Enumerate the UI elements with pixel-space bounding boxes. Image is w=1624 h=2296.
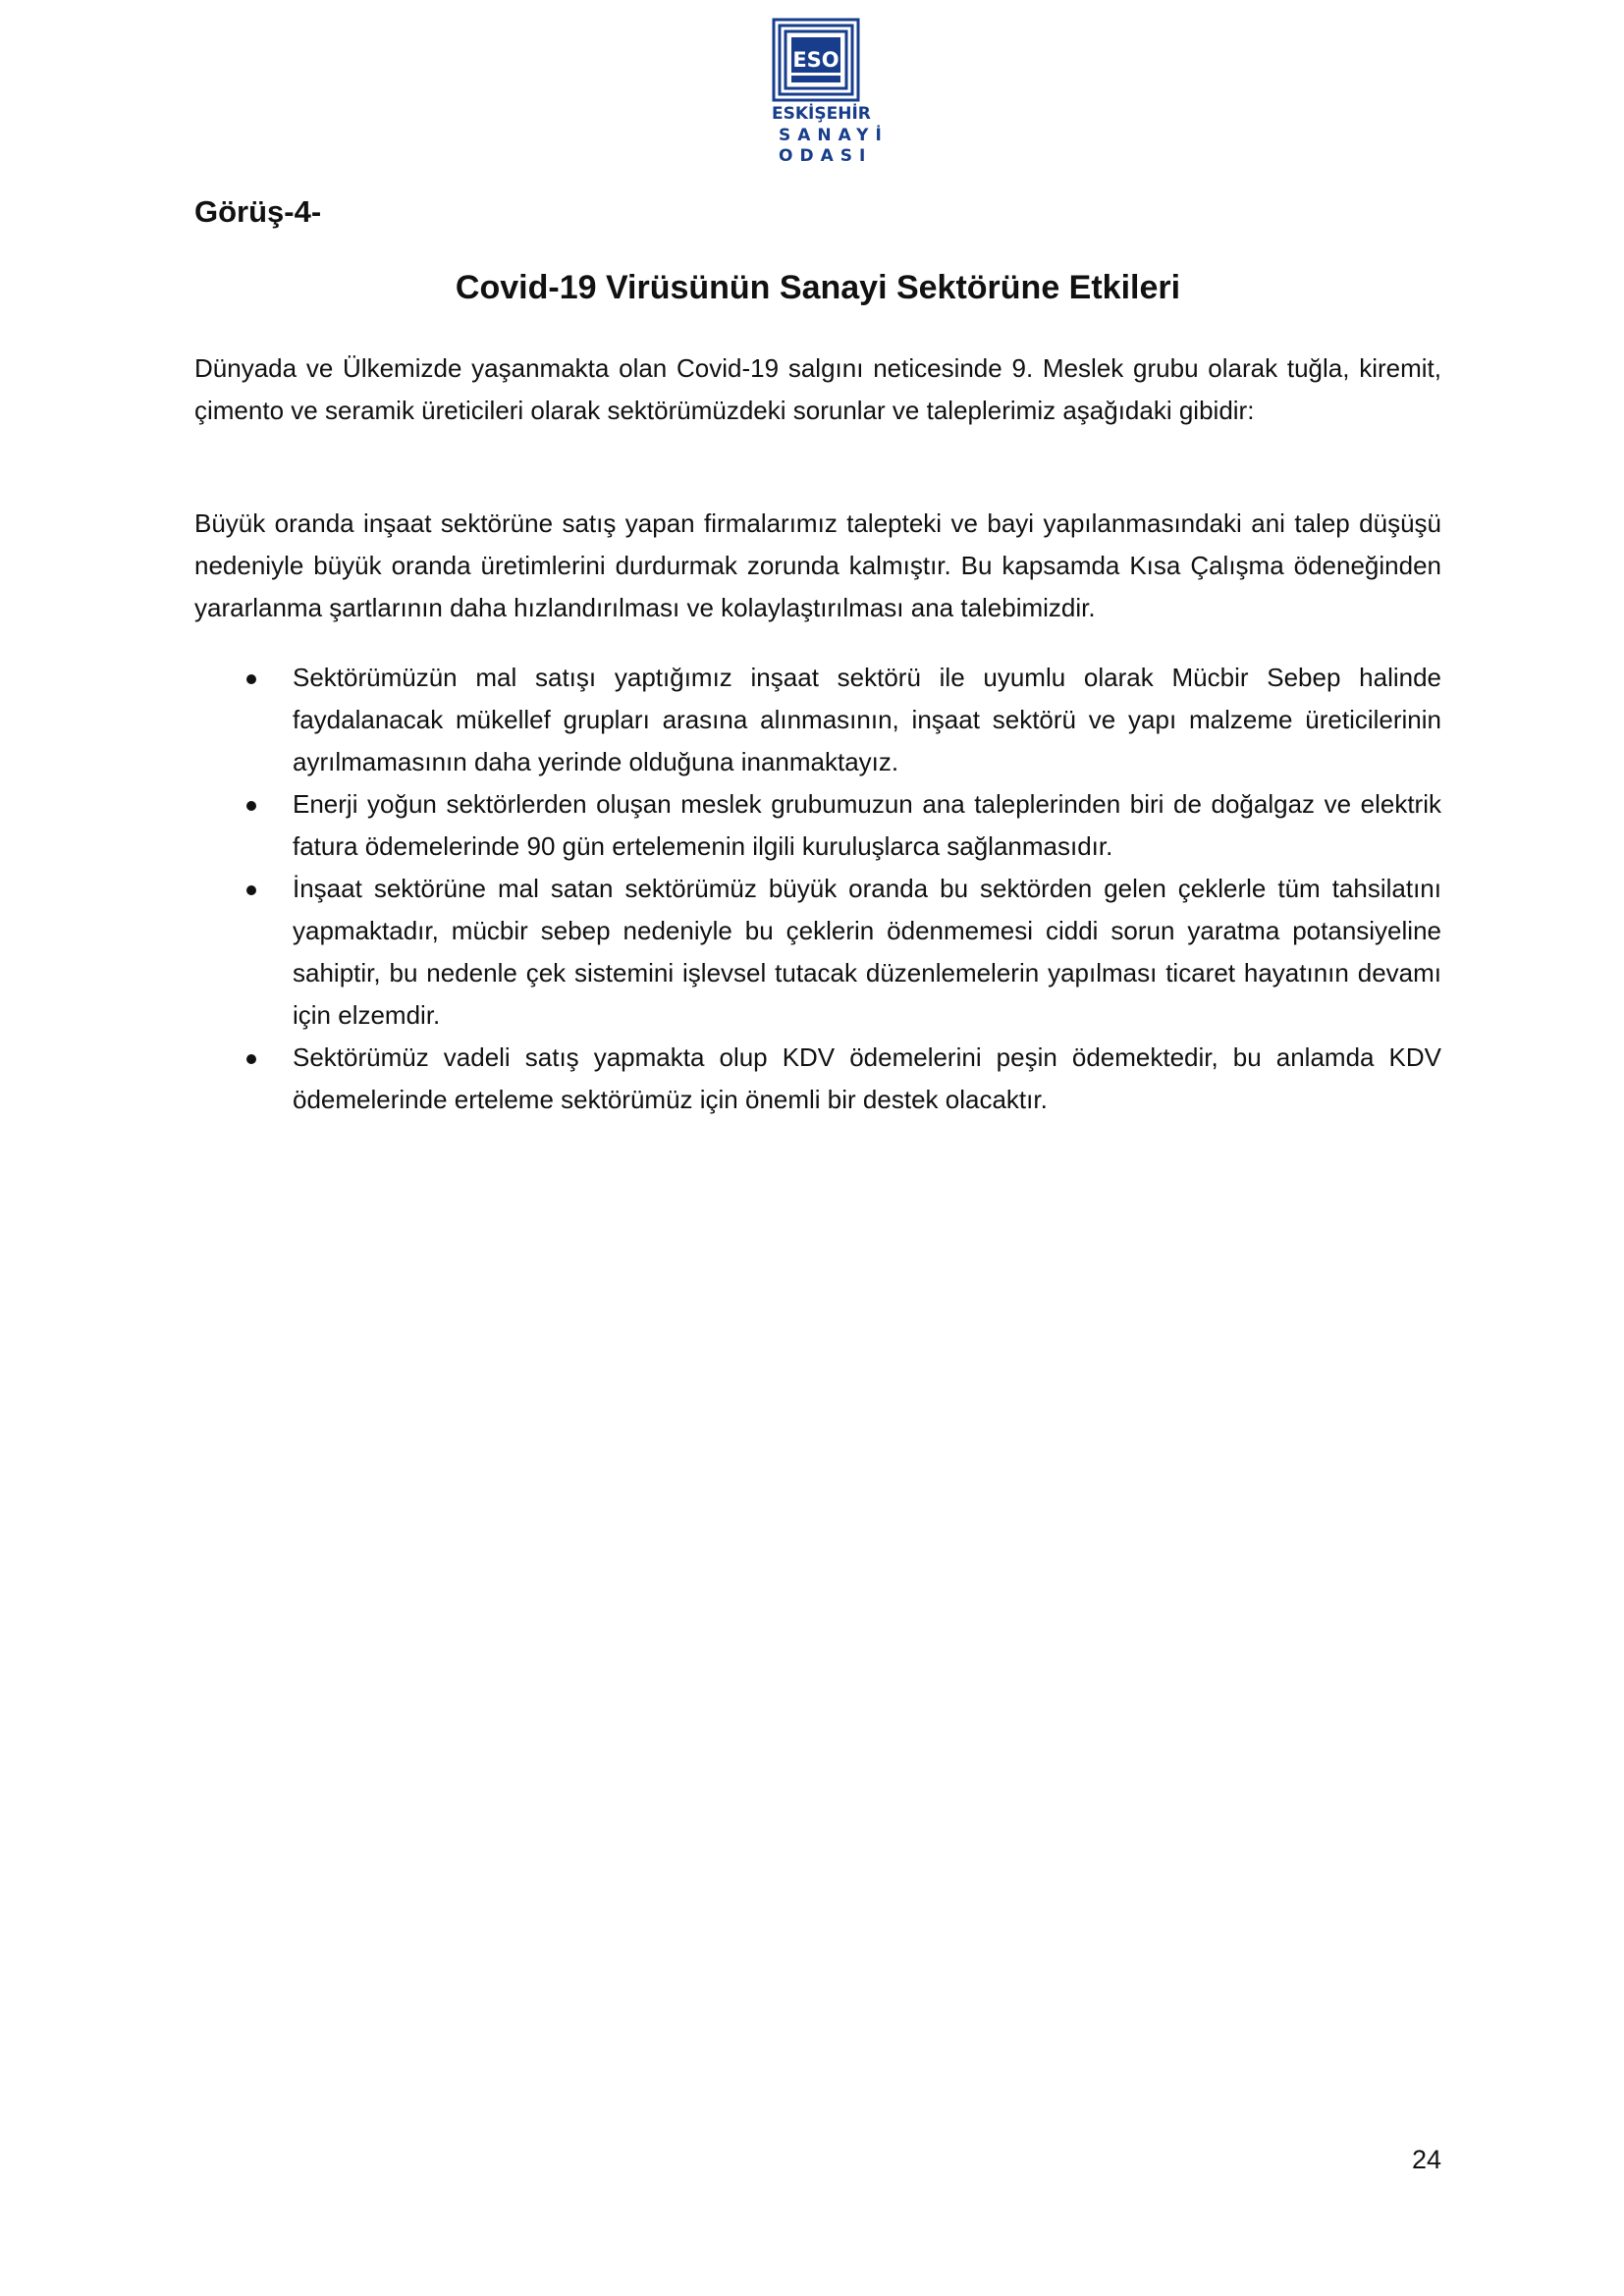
section-heading: Görüş-4- [194,194,322,229]
list-item-text: Sektörümüzün mal satışı yaptığımız inşaat sektörü ile uyumlu olarak Mücbir Sebep halinde faydalanacak mükellef grupları arasına alınmasının, inşaat sektörü ve yapı malzeme üreticilerinin ayrılmamasının daha yerinde olduğuna inanmaktayız. [293,663,1441,776]
bullet-icon [246,885,256,895]
bullet-icon [246,1054,256,1064]
logo-line-sanayi: SANAYİ [779,126,889,145]
bullet-icon [246,674,256,684]
list-item [194,1037,1441,1121]
list-item [194,783,1441,868]
list-item-text: İnşaat sektörüne mal satan sektörümüz büyük oranda bu sektörden gelen çeklerle tüm tahsilatını yapmaktadır, mücbir sebep nedeniyle bu çeklerin ödenmemesi ciddi sorun yaratma potansiyeline sahiptir, bu nedenle çek sistemini işlevsel tutacak düzenlemelerin yapılması ticaret hayatının devamı için elzemdir. [293,874,1441,1030]
demands-list [194,657,1441,1121]
page-number: 24 [1411,2145,1441,2174]
eso-logo [772,18,889,167]
list-item-text: Sektörümüz vadeli satış yapmakta olup KDV ödemelerini peşin ödemektedir, bu anlamda KDV ödemelerinde erteleme sektörümüz için önemli bir destek olacaktır. [293,1042,1441,1114]
list-item [194,868,1441,1037]
eso-emblem-icon [772,18,860,102]
list-item [194,657,1441,783]
body-paragraph: Büyük oranda inşaat sektörüne satış yapan firmalarımız talepteki ve bayi yapılanmasındaki ani talep düşüşü nedeniyle büyük oranda üretimlerini durdurmak zorunda kalmıştır. Bu kapsamda Kısa Çalışma ödeneğinden yararlanma şartlarının daha hızlandırılması ve kolaylaştırılması ana talebimizdir. [194,508,1441,622]
intro-paragraph: Dünyada ve Ülkemizde yaşanmakta olan Covid-19 salgını neticesinde 9. Meslek grubu olarak tuğla, kiremit, çimento ve seramik üreticileri olarak sektörümüzdeki sorunlar ve taleplerimiz aşağıdaki gibidir: [194,353,1441,425]
list-item-text: Enerji yoğun sektörlerden oluşan meslek grubumuzun ana taleplerinden biri de doğalgaz ve elektrik fatura ödemelerinde 90 gün ertelemenin ilgili kuruluşlarca sağlanmasıdır. [293,789,1441,861]
document-title: Covid-19 Virüsünün Sanayi Sektörüne Etkileri [455,269,1181,306]
logo-line-odasi: ODASI [779,146,873,166]
bullet-icon [246,801,256,811]
logo-line-city: ESKİŞEHİR [772,104,871,124]
eso-emblem-text: ESO [792,48,839,72]
